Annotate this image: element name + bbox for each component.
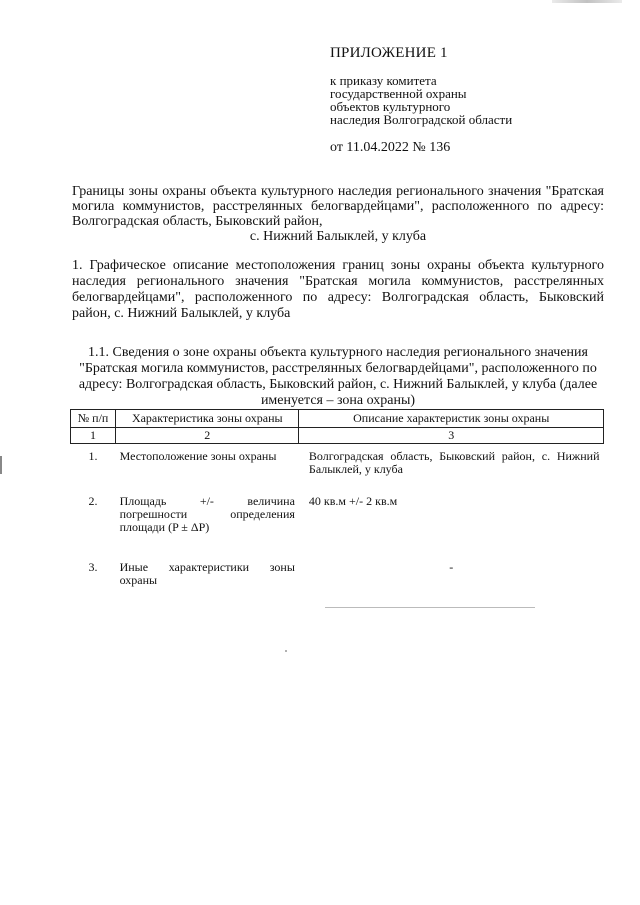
section-1-heading: 1. Графическое описание местоположения границ зоны охраны объекта культурного наследия регионального значения "Братская могила коммунистов, расстрелянных белогвардейцами", расположенного по адресу: Волгоградская область, Быковский район, с. Нижний Балыклей, у клуба	[72, 258, 604, 321]
appendix-line: наследия Волгоградской области	[330, 112, 513, 127]
scan-edge-mark	[0, 456, 2, 474]
scan-artifact	[552, 0, 622, 3]
title-main: Границы зоны охраны объекта культурного наследия регионального значения "Братская могила коммунистов, расстрелянных белогвардейцами", расположенного по адресу: Волгоградская область, Быковский район,	[72, 184, 604, 229]
zone-info-table	[70, 409, 604, 588]
row-characteristic: Площадь +/- величина погрешности определения площади (P ± ΔP)	[119, 494, 295, 534]
table-row	[71, 477, 604, 535]
appendix-line: объектов культурного	[330, 99, 451, 114]
row-number: 3.	[88, 560, 98, 574]
row-characteristic: Иные характеристики зоны охраны	[119, 560, 295, 587]
row-description: 40 кв.м +/- 2 кв.м	[308, 494, 398, 508]
row-description: -	[449, 560, 454, 574]
row-number: 2.	[88, 494, 98, 508]
row-characteristic: Местоположение зоны охраны	[119, 449, 277, 463]
faint-rule	[325, 607, 535, 608]
header-characteristic: Характеристика зоны охраны	[116, 410, 299, 428]
appendix-subtitle	[330, 74, 512, 126]
table-row	[71, 444, 604, 478]
table-header-row	[71, 410, 604, 428]
column-number: 3	[299, 428, 604, 444]
document-title	[72, 184, 604, 244]
row-number: 1.	[88, 449, 98, 463]
scan-dot	[285, 650, 287, 652]
row-description: Волгоградская область, Быковский район, с. Нижний Балыклей, у клуба	[308, 449, 600, 476]
table-row	[71, 535, 604, 588]
section-1-1-heading: 1.1. Сведения о зоне охраны объекта культурного наследия регионального значения "Братская могила коммунистов, расстрелянных белогвардейцами", расположенного по адресу: Волгоградская область, Быковский район, с. Нижний Балыклей, у клуба (далее именуется – зона охраны)	[78, 345, 598, 408]
table-number-row	[71, 428, 604, 444]
order-date-number: от 11.04.2022 № 136	[330, 140, 451, 155]
appendix-line: к приказу комитета	[330, 73, 437, 88]
header-description: Описание характеристик зоны охраны	[299, 410, 604, 428]
appendix-title: ПРИЛОЖЕНИЕ 1	[330, 45, 448, 61]
appendix-line: государственной охраны	[330, 86, 467, 101]
column-number: 2	[116, 428, 299, 444]
title-last-line: с. Нижний Балыклей, у клуба	[249, 229, 427, 244]
header-number: № п/п	[71, 410, 116, 428]
column-number: 1	[71, 428, 116, 444]
